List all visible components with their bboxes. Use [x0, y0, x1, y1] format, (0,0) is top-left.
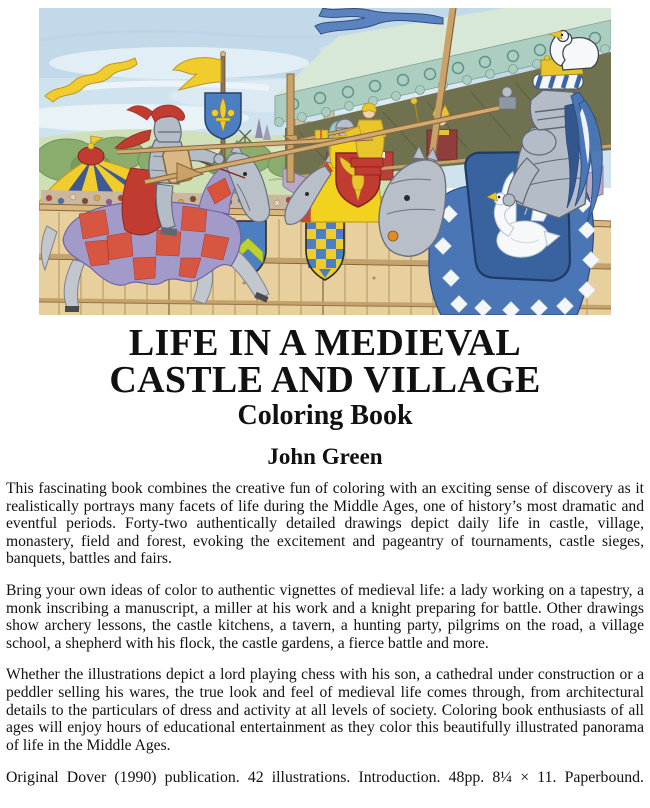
- page-title: [0, 322, 650, 401]
- book-subtitle: Coloring Book: [237, 400, 413, 431]
- description-paragraph: Bring your own ideas of color to authentic vignettes of medieval life: a lady working on a tapestry, a monk inscribing a manuscript, a miller at his work and a knight preparing for battle. Other drawings show archery lessons, the castle kitchens, a tavern, a hunting party, pilgrims on the road, a village school, a shepherd with his flock, the castle gardens, a fierce battle and more.: [6, 581, 644, 652]
- book-author: John Green: [267, 444, 383, 469]
- title-block: [0, 322, 650, 470]
- fleur-de-lis-shield: [205, 93, 241, 139]
- jousting-scene-svg: [39, 8, 611, 315]
- cover-illustration: [39, 8, 611, 315]
- knight-helm: [154, 116, 181, 142]
- publication-details: Original Dover (1990) publication. 42 illustrations. Introduction. 48pp. 8¼ × 11. Paperbound.: [6, 769, 644, 787]
- book-description: [0, 480, 650, 787]
- description-paragraph: Whether the illustrations depict a lord playing chess with his son, a cathedral under construction or a peddler selling his wares, the true look and feel of medieval life comes through, from architectural details to the particulars of dress and activity at all levels of society. Coloring book enthusiasts of all ages will enjoy hours of educational entertainment as they color this beautifully illustrated panorama of life in the Middle Ages.: [6, 666, 644, 754]
- catalog-page: [0, 8, 650, 808]
- description-paragraph: This fascinating book combines the creative fun of coloring with an exciting sense of discovery as it realistically portrays many facets of life during the Middle Ages, one of history’s most dramatic and eventful periods. Forty-two authentically detailed drawings depict daily life in castle, village, monastery, field and forest, evoking the excitement and pageantry of tournaments, castle sieges, banquets, battles and fairs.: [6, 480, 644, 568]
- title-line-2: CASTLE AND VILLAGE: [109, 359, 541, 401]
- title-line-1: LIFE IN A MEDIEVAL: [128, 322, 522, 364]
